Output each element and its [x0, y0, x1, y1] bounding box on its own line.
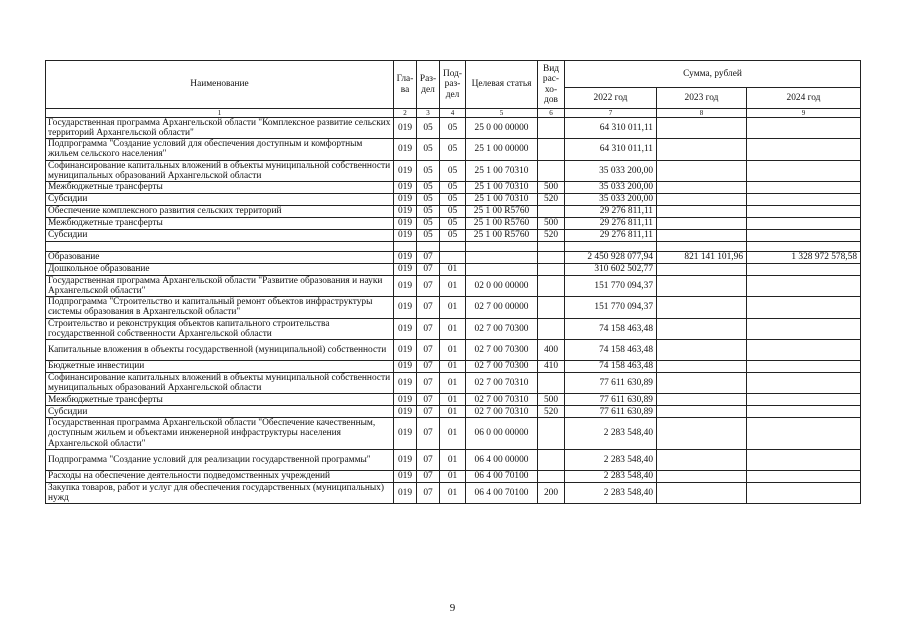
cell-name: Софинансирование капитальных вложений в объекты муниципальной собственности муниципальных образований Архангельской области: [46, 160, 394, 181]
cell-glava: 019: [394, 360, 417, 372]
cell-name: [46, 241, 394, 251]
budget-table: [45, 60, 861, 504]
cell-glava: 019: [394, 470, 417, 482]
table-row: [46, 372, 861, 393]
cell-name: Обеспечение комплексного развития сельских территорий: [46, 205, 394, 217]
cell-sum-2023: [657, 372, 747, 393]
cell-razdel: 07: [417, 449, 440, 470]
table-row: [46, 205, 861, 217]
cell-podrazdel: 05: [440, 181, 466, 193]
cell-razdel: 07: [417, 372, 440, 393]
cell-sum-2023: [657, 263, 747, 275]
cell-target: 06 4 00 70100: [466, 482, 538, 503]
cell-sum-2022: 77 611 630,89: [565, 372, 657, 393]
table-row: [46, 263, 861, 275]
cell-razdel: 07: [417, 275, 440, 296]
cell-target: 25 1 00 70310: [466, 193, 538, 205]
cell-sum-2023: [657, 482, 747, 503]
table-row: [46, 139, 861, 160]
cell-sum-2024: [747, 217, 861, 229]
cell-podrazdel: 01: [440, 406, 466, 418]
cell-sum-2023: [657, 360, 747, 372]
cell-sum-2023: [657, 470, 747, 482]
cell-sum-2022: 35 033 200,00: [565, 160, 657, 181]
cell-sum-2024: [747, 339, 861, 360]
cell-name: Строительство и реконструкция объектов капитального строительства государственной собственности Архангельской области: [46, 318, 394, 339]
cell-razdel: 07: [417, 482, 440, 503]
cell-target: [466, 251, 538, 263]
col-number: 3: [417, 109, 440, 118]
cell-glava: 019: [394, 297, 417, 318]
cell-sum-2022: 29 276 811,11: [565, 229, 657, 241]
cell-razdel: 07: [417, 394, 440, 406]
cell-vid: [538, 297, 565, 318]
cell-sum-2023: [657, 449, 747, 470]
cell-sum-2023: [657, 181, 747, 193]
cell-vid: [538, 275, 565, 296]
cell-target: 25 1 00 00000: [466, 139, 538, 160]
cell-vid: [538, 263, 565, 275]
cell-razdel: 05: [417, 181, 440, 193]
cell-sum-2024: [747, 118, 861, 139]
cell-glava: 019: [394, 394, 417, 406]
col-number: 6: [538, 109, 565, 118]
cell-podrazdel: 01: [440, 275, 466, 296]
cell-podrazdel: 05: [440, 193, 466, 205]
table-row: [46, 193, 861, 205]
table-row: [46, 418, 861, 449]
table-row: [46, 160, 861, 181]
col-header-2022: 2022 год: [565, 88, 657, 109]
col-number: 7: [565, 109, 657, 118]
cell-podrazdel: 05: [440, 229, 466, 241]
col-number: 1: [46, 109, 394, 118]
cell-razdel: 07: [417, 470, 440, 482]
cell-sum-2022: 29 276 811,11: [565, 217, 657, 229]
cell-vid: [538, 205, 565, 217]
cell-sum-2022: 64 310 011,11: [565, 139, 657, 160]
cell-name: Софинансирование капитальных вложений в объекты муниципальной собственности муниципальных образований Архангельской области: [46, 372, 394, 393]
cell-sum-2023: [657, 118, 747, 139]
cell-razdel: 07: [417, 418, 440, 449]
cell-glava: 019: [394, 263, 417, 275]
cell-sum-2023: [657, 339, 747, 360]
cell-name: Подпрограмма "Создание условий для обеспечения доступным и комфортным жильем сельского населения": [46, 139, 394, 160]
cell-target: 02 0 00 00000: [466, 275, 538, 296]
cell-glava: 019: [394, 482, 417, 503]
cell-vid: 520: [538, 406, 565, 418]
cell-sum-2023: [657, 406, 747, 418]
table-row: [46, 449, 861, 470]
cell-sum-2023: [657, 297, 747, 318]
table-row: [46, 394, 861, 406]
cell-glava: 019: [394, 406, 417, 418]
cell-sum-2022: 151 770 094,37: [565, 297, 657, 318]
cell-glava: 019: [394, 372, 417, 393]
cell-name: Подпрограмма "Строительство и капитальный ремонт объектов инфраструктуры системы образования в Архангельской области": [46, 297, 394, 318]
cell-target: [466, 241, 538, 251]
cell-sum-2022: 77 611 630,89: [565, 394, 657, 406]
cell-sum-2024: 1 328 972 578,58: [747, 251, 861, 263]
cell-target: 02 7 00 70300: [466, 318, 538, 339]
col-header-name: Наименование: [46, 61, 394, 109]
cell-vid: [538, 318, 565, 339]
cell-target: 25 1 00 R5760: [466, 229, 538, 241]
col-header-vid: Вид рас-хо-дов: [538, 61, 565, 109]
cell-razdel: 07: [417, 251, 440, 263]
cell-sum-2023: [657, 205, 747, 217]
cell-sum-2024: [747, 263, 861, 275]
cell-podrazdel: 01: [440, 360, 466, 372]
cell-name: Межбюджетные трансферты: [46, 181, 394, 193]
col-header-sum: Сумма, рублей: [565, 61, 861, 88]
cell-podrazdel: 05: [440, 118, 466, 139]
cell-podrazdel: 01: [440, 482, 466, 503]
cell-vid: 500: [538, 394, 565, 406]
cell-target: 06 0 00 00000: [466, 418, 538, 449]
cell-sum-2022: 2 450 928 077,94: [565, 251, 657, 263]
cell-vid: [538, 418, 565, 449]
cell-vid: 520: [538, 229, 565, 241]
cell-target: 25 1 00 70310: [466, 181, 538, 193]
cell-podrazdel: 01: [440, 297, 466, 318]
cell-sum-2023: [657, 217, 747, 229]
cell-razdel: 05: [417, 205, 440, 217]
cell-sum-2024: [747, 394, 861, 406]
cell-sum-2024: [747, 229, 861, 241]
cell-sum-2022: [565, 241, 657, 251]
cell-name: Межбюджетные трансферты: [46, 394, 394, 406]
cell-target: 02 7 00 70300: [466, 339, 538, 360]
cell-vid: [538, 251, 565, 263]
cell-sum-2024: [747, 275, 861, 296]
table-row: [46, 406, 861, 418]
cell-razdel: 07: [417, 360, 440, 372]
col-header-2023: 2023 год: [657, 88, 747, 109]
cell-podrazdel: 01: [440, 470, 466, 482]
cell-vid: [538, 449, 565, 470]
cell-sum-2023: [657, 275, 747, 296]
cell-target: 25 1 00 70310: [466, 160, 538, 181]
cell-sum-2022: 74 158 463,48: [565, 318, 657, 339]
cell-vid: 200: [538, 482, 565, 503]
table-row: [46, 229, 861, 241]
col-number: 4: [440, 109, 466, 118]
cell-sum-2024: [747, 139, 861, 160]
cell-podrazdel: 05: [440, 205, 466, 217]
cell-glava: 019: [394, 118, 417, 139]
cell-sum-2022: 74 158 463,48: [565, 360, 657, 372]
cell-name: Государственная программа Архангельской области "Комплексное развитие сельских территорий Архангельской области": [46, 118, 394, 139]
cell-target: 25 0 00 00000: [466, 118, 538, 139]
cell-glava: 019: [394, 205, 417, 217]
cell-target: 25 1 00 R5760: [466, 217, 538, 229]
cell-razdel: 07: [417, 406, 440, 418]
col-header-target: Целевая статья: [466, 61, 538, 109]
cell-podrazdel: 01: [440, 449, 466, 470]
cell-sum-2023: [657, 229, 747, 241]
cell-sum-2024: [747, 449, 861, 470]
cell-vid: 500: [538, 217, 565, 229]
cell-glava: 019: [394, 449, 417, 470]
cell-glava: 019: [394, 217, 417, 229]
cell-razdel: 05: [417, 217, 440, 229]
cell-vid: [538, 160, 565, 181]
col-number: 2: [394, 109, 417, 118]
cell-sum-2022: 2 283 548,40: [565, 418, 657, 449]
cell-sum-2024: [747, 372, 861, 393]
table-row: [46, 318, 861, 339]
cell-vid: [538, 241, 565, 251]
cell-target: [466, 263, 538, 275]
cell-podrazdel: [440, 241, 466, 251]
cell-sum-2023: [657, 160, 747, 181]
cell-name: Закупка товаров, работ и услуг для обеспечения государственных (муниципальных) нужд: [46, 482, 394, 503]
cell-razdel: 05: [417, 193, 440, 205]
cell-sum-2024: [747, 482, 861, 503]
cell-vid: [538, 118, 565, 139]
col-number: 5: [466, 109, 538, 118]
cell-target: 02 7 00 70300: [466, 360, 538, 372]
cell-vid: 500: [538, 181, 565, 193]
cell-vid: [538, 470, 565, 482]
cell-sum-2024: [747, 470, 861, 482]
cell-podrazdel: [440, 251, 466, 263]
cell-sum-2024: [747, 406, 861, 418]
cell-sum-2024: [747, 418, 861, 449]
table-row: [46, 217, 861, 229]
cell-sum-2024: [747, 318, 861, 339]
cell-target: 02 7 00 70310: [466, 394, 538, 406]
cell-sum-2024: [747, 181, 861, 193]
cell-vid: 520: [538, 193, 565, 205]
cell-sum-2024: [747, 360, 861, 372]
cell-podrazdel: 05: [440, 217, 466, 229]
cell-razdel: 05: [417, 118, 440, 139]
cell-razdel: 07: [417, 263, 440, 275]
page-number: 9: [449, 602, 456, 614]
cell-razdel: 07: [417, 339, 440, 360]
col-header-razdel: Раз-дел: [417, 61, 440, 109]
cell-podrazdel: 01: [440, 339, 466, 360]
cell-sum-2023: [657, 139, 747, 160]
cell-sum-2022: 35 033 200,00: [565, 193, 657, 205]
table-row: [46, 339, 861, 360]
table-row: [46, 482, 861, 503]
cell-razdel: 05: [417, 160, 440, 181]
cell-name: Подпрограмма "Создание условий для реализации государственной программы": [46, 449, 394, 470]
cell-name: Дошкольное образование: [46, 263, 394, 275]
cell-name: Капитальные вложения в объекты государственной (муниципальной) собственности: [46, 339, 394, 360]
cell-sum-2023: [657, 193, 747, 205]
cell-glava: 019: [394, 418, 417, 449]
cell-sum-2024: [747, 205, 861, 217]
cell-name: Государственная программа Архангельской области "Обеспечение качественным, доступным жильем и объектами инженерной инфраструктуры населения Архангельской области": [46, 418, 394, 449]
cell-podrazdel: 01: [440, 318, 466, 339]
cell-glava: 019: [394, 318, 417, 339]
table-row: [46, 275, 861, 296]
cell-sum-2023: [657, 318, 747, 339]
cell-name: Государственная программа Архангельской области "Развитие образования и науки Архангельской области": [46, 275, 394, 296]
table-row: [46, 297, 861, 318]
cell-sum-2022: 29 276 811,11: [565, 205, 657, 217]
cell-sum-2022: 35 033 200,00: [565, 181, 657, 193]
cell-target: 25 1 00 R5760: [466, 205, 538, 217]
cell-name: Субсидии: [46, 229, 394, 241]
cell-sum-2023: [657, 241, 747, 251]
cell-razdel: 05: [417, 139, 440, 160]
table-row: [46, 118, 861, 139]
cell-vid: 400: [538, 339, 565, 360]
cell-sum-2022: 2 283 548,40: [565, 482, 657, 503]
cell-glava: [394, 241, 417, 251]
cell-target: 02 7 00 70310: [466, 406, 538, 418]
cell-glava: 019: [394, 193, 417, 205]
cell-vid: 410: [538, 360, 565, 372]
cell-sum-2022: 64 310 011,11: [565, 118, 657, 139]
cell-name: Образование: [46, 251, 394, 263]
cell-podrazdel: 01: [440, 394, 466, 406]
cell-sum-2024: [747, 160, 861, 181]
cell-name: Межбюджетные трансферты: [46, 217, 394, 229]
cell-sum-2022: 310 602 502,77: [565, 263, 657, 275]
table-row: [46, 181, 861, 193]
cell-sum-2024: [747, 241, 861, 251]
cell-name: Расходы на обеспечение деятельности подведомственных учреждений: [46, 470, 394, 482]
cell-podrazdel: 01: [440, 372, 466, 393]
col-number: 9: [747, 109, 861, 118]
cell-razdel: 07: [417, 318, 440, 339]
table-row: [46, 251, 861, 263]
cell-target: 02 7 00 00000: [466, 297, 538, 318]
cell-glava: 019: [394, 160, 417, 181]
cell-vid: [538, 139, 565, 160]
cell-vid: [538, 372, 565, 393]
cell-podrazdel: 01: [440, 263, 466, 275]
col-header-2024: 2024 год: [747, 88, 861, 109]
cell-sum-2022: 151 770 094,37: [565, 275, 657, 296]
cell-target: 06 4 00 00000: [466, 449, 538, 470]
cell-glava: 019: [394, 229, 417, 241]
cell-sum-2022: 2 283 548,40: [565, 470, 657, 482]
cell-sum-2024: [747, 193, 861, 205]
cell-sum-2023: 821 141 101,96: [657, 251, 747, 263]
table-row: [46, 470, 861, 482]
col-header-glava: Гла-ва: [394, 61, 417, 109]
cell-sum-2022: 77 611 630,89: [565, 406, 657, 418]
col-number: 8: [657, 109, 747, 118]
cell-glava: 019: [394, 251, 417, 263]
cell-sum-2024: [747, 297, 861, 318]
cell-sum-2022: 2 283 548,40: [565, 449, 657, 470]
cell-name: Субсидии: [46, 193, 394, 205]
cell-sum-2022: 74 158 463,48: [565, 339, 657, 360]
table-row: [46, 360, 861, 372]
cell-glava: 019: [394, 339, 417, 360]
cell-podrazdel: 01: [440, 418, 466, 449]
cell-glava: 019: [394, 181, 417, 193]
table-row: [46, 241, 861, 251]
cell-podrazdel: 05: [440, 160, 466, 181]
cell-razdel: 05: [417, 229, 440, 241]
cell-sum-2023: [657, 394, 747, 406]
table-body: [46, 118, 861, 504]
cell-podrazdel: 05: [440, 139, 466, 160]
cell-glava: 019: [394, 139, 417, 160]
cell-name: Бюджетные инвестиции: [46, 360, 394, 372]
cell-target: 06 4 00 70100: [466, 470, 538, 482]
cell-name: Субсидии: [46, 406, 394, 418]
cell-glava: 019: [394, 275, 417, 296]
cell-sum-2023: [657, 418, 747, 449]
col-header-podrazdel: Под-раз-дел: [440, 61, 466, 109]
cell-target: 02 7 00 70310: [466, 372, 538, 393]
cell-razdel: 07: [417, 297, 440, 318]
cell-razdel: [417, 241, 440, 251]
column-numbers-row: [46, 109, 861, 118]
